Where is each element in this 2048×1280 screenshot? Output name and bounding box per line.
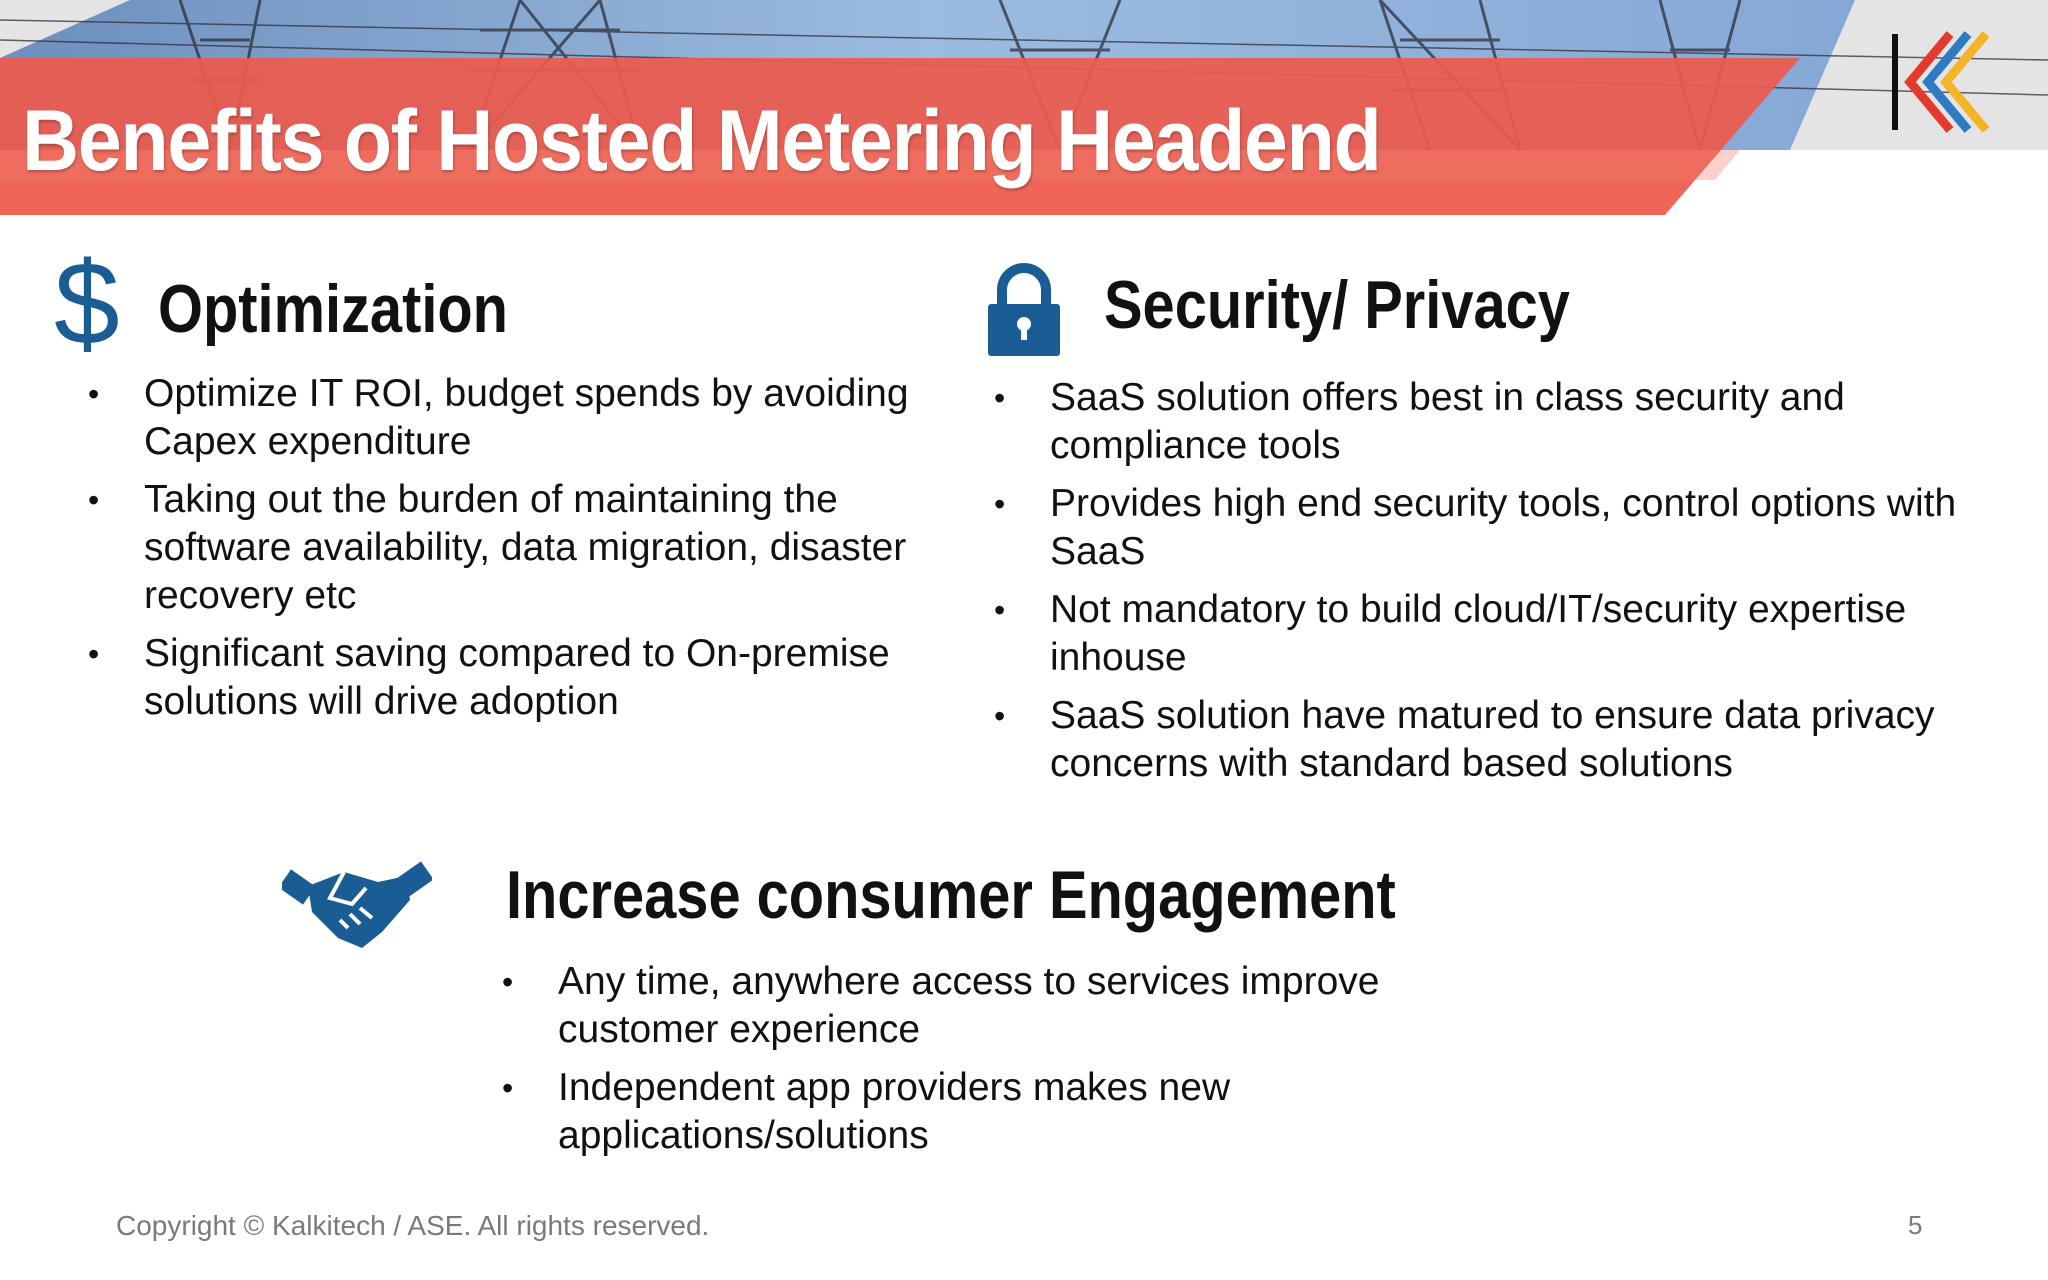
security-list bbox=[994, 374, 2004, 798]
list-item: • SaaS solution have matured to ensure data privacy concerns with standard based solutions bbox=[994, 692, 2004, 788]
list-item: • Optimize IT ROI, budget spends by avoiding Capex expenditure bbox=[88, 370, 948, 466]
copyright-text: Copyright © Kalkitech / ASE. All rights reserved. bbox=[116, 1210, 710, 1241]
dollar-icon bbox=[54, 248, 118, 365]
slide-title: Benefits of Hosted Metering Headend bbox=[22, 93, 1381, 189]
list-item: • Independent app providers makes new applications/solutions bbox=[502, 1064, 1462, 1160]
optimization-list bbox=[88, 370, 948, 736]
engagement-list bbox=[502, 958, 1462, 1170]
list-item: • Not mandatory to build cloud/IT/security expertise inhouse bbox=[994, 586, 2004, 682]
list-item: • Significant saving compared to On-premise solutions will drive adoption bbox=[88, 630, 948, 726]
svg-text:$: $ bbox=[54, 248, 118, 360]
security-heading: Security/ Privacy bbox=[1104, 267, 1570, 343]
handshake-icon bbox=[282, 856, 432, 961]
page-number: 5 bbox=[1908, 1210, 1923, 1240]
list-item: • Any time, anywhere access to services improve customer experience bbox=[502, 958, 1462, 1054]
list-item: • Provides high end security tools, control options with SaaS bbox=[994, 480, 2004, 576]
list-item: • SaaS solution offers best in class security and compliance tools bbox=[994, 374, 2004, 470]
list-item: • Taking out the burden of maintaining the software availability, data migration, disaster recovery etc bbox=[88, 476, 948, 620]
kalkitech-logo bbox=[1880, 14, 2000, 134]
optimization-heading: Optimization bbox=[158, 271, 509, 347]
engagement-heading: Increase consumer Engagement bbox=[506, 857, 1396, 933]
lock-icon bbox=[986, 262, 1062, 363]
